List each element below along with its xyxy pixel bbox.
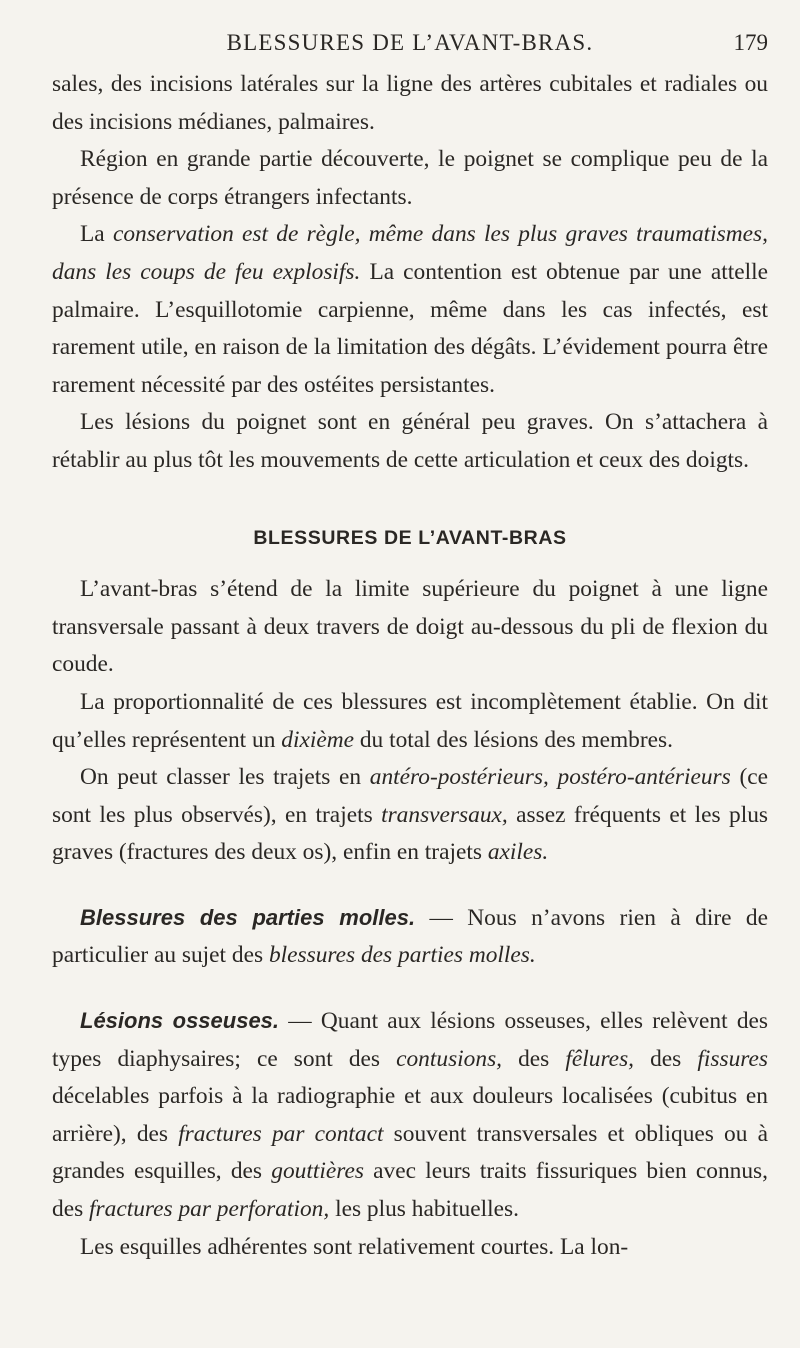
- paragraph: [52, 1229, 768, 1267]
- emphasis: antéro-postérieurs, postéro-antérieurs: [369, 764, 731, 791]
- running-title: BLESSURES DE L’AVANT-BRAS.: [226, 30, 594, 55]
- body-text: [52, 66, 768, 1266]
- paragraph: [52, 1002, 768, 1229]
- paragraph: [52, 141, 768, 216]
- paragraph-text: L’avant-bras s’étend de la limite supérieure du poignet à une ligne transversale passant à deux travers de doigt au-dessous du pli de flexion du coude.: [52, 576, 768, 678]
- emphasis: blessures des parties molles.: [268, 942, 536, 969]
- text-run: — Nous n’avons rien à dire de particulier au sujet des: [52, 904, 768, 969]
- emphasis: fêlures,: [565, 1045, 635, 1072]
- subsection-heading: Lésions osseuses.: [80, 1008, 280, 1034]
- text-run: assez fréquents et les plus graves (fractures des deux os), enfin en trajets: [52, 801, 768, 866]
- text-run: La contention est obtenue par une attelle palmaire. L’esquillotomie carpienne, même dans les cas infectés, est rarement utile, en raison de la limitation des dégâts. L’évidement pourra être rarement nécessité par des ostéites persistantes.: [52, 258, 768, 398]
- text-run: les plus habituelles.: [329, 1196, 519, 1223]
- subsection-heading: Blessures des parties molles.: [80, 904, 416, 930]
- paragraph: [52, 66, 768, 141]
- emphasis: fissures: [697, 1045, 768, 1072]
- paragraph: [52, 216, 768, 404]
- paragraph-text: Les lésions du poignet sont en général peu graves. On s’attachera à rétablir au plus tôt les mouvements de cette articulation et ceux des doigts.: [52, 409, 768, 473]
- emphasis: conservation est de règle, même dans les plus graves traumatismes, dans les coups de feu explosifs.: [52, 221, 768, 285]
- paragraph: [52, 404, 768, 479]
- text-run: décelables parfois à la radiographie et aux douleurs localisées (cubitus en arrière), des: [52, 1083, 768, 1147]
- text-run: des: [502, 1045, 566, 1072]
- page-number: 179: [733, 30, 768, 55]
- paragraph: [52, 684, 768, 759]
- paragraph-text: Les esquilles adhérentes sont relativement courtes. La lon-: [80, 1233, 629, 1260]
- page-header: [52, 30, 768, 64]
- emphasis: fractures par contact: [178, 1120, 384, 1147]
- emphasis: fractures par perforation,: [89, 1196, 330, 1223]
- text-run: (ce sont les plus observés), en trajets: [52, 764, 768, 828]
- text-run: La proportionnalité de ces blessures est incomplètement établie. On dit qu’elles représentent un: [52, 688, 768, 753]
- text-run: souvent transversales et obliques ou à grandes esquilles, des: [52, 1120, 768, 1185]
- text-run: On peut classer les trajets en: [80, 764, 370, 791]
- text-run: avec leurs traits fissuriques bien connus, des: [52, 1158, 768, 1223]
- emphasis: gouttières: [271, 1158, 364, 1185]
- paragraph-text: Région en grande partie découverte, le poignet se complique peu de la présence de corps étrangers infectants.: [52, 146, 768, 210]
- section-title: BLESSURES DE L’AVANT-BRAS: [253, 526, 567, 549]
- emphasis: axiles.: [487, 839, 549, 866]
- paragraph: [52, 899, 768, 975]
- emphasis: dixième: [281, 726, 355, 753]
- paragraph-text: sales, des incisions latérales sur la ligne des artères cubitales et radiales ou des incisions médianes, palmaires.: [52, 71, 768, 135]
- emphasis: transversaux,: [381, 801, 508, 828]
- text-run: du total des lésions des membres.: [354, 726, 673, 753]
- emphasis: contusions,: [396, 1045, 503, 1072]
- text-run: — Quant aux lésions osseuses, elles relèvent des types diaphysaires; ce sont des: [52, 1008, 768, 1072]
- text-run: La: [80, 221, 113, 248]
- paragraph: [52, 759, 768, 872]
- text-run: des: [634, 1045, 698, 1072]
- paragraph: [52, 571, 768, 684]
